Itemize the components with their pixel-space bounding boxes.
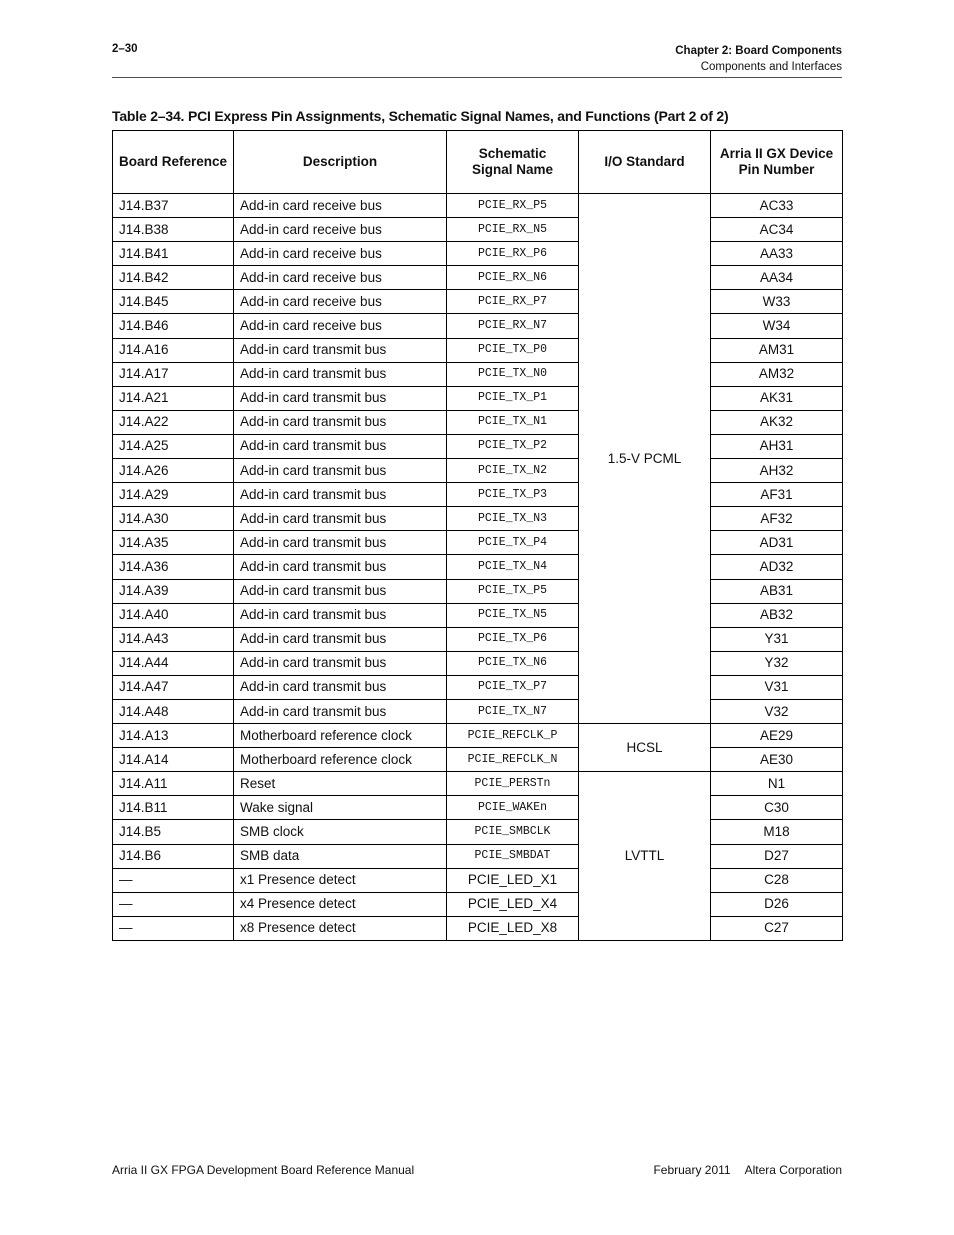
- pin-number-cell: AH31: [711, 434, 843, 458]
- table-row: [113, 579, 843, 603]
- signal-name-cell: PCIE_TX_P1: [447, 386, 579, 410]
- table-row: [113, 194, 843, 218]
- signal-name-cell: PCIE_TX_N7: [447, 699, 579, 723]
- board-reference-cell: J14.A40: [113, 603, 234, 627]
- board-reference-cell: J14.A14: [113, 748, 234, 772]
- board-reference-cell: J14.B46: [113, 314, 234, 338]
- signal-name-cell: PCIE_TX_N2: [447, 459, 579, 483]
- pin-number-cell: AD31: [711, 531, 843, 555]
- pin-number-cell: AD32: [711, 555, 843, 579]
- signal-name-cell: PCIE_TX_P3: [447, 483, 579, 507]
- table-row: [113, 868, 843, 892]
- description-cell: x8 Presence detect: [234, 916, 447, 940]
- description-cell: Add-in card receive bus: [234, 266, 447, 290]
- signal-name-cell: PCIE_TX_N4: [447, 555, 579, 579]
- pin-number-cell: D27: [711, 844, 843, 868]
- column-header: I/O Standard: [579, 131, 711, 194]
- board-reference-cell: J14.B42: [113, 266, 234, 290]
- pin-number-cell: AB32: [711, 603, 843, 627]
- signal-name-cell: PCIE_WAKEn: [447, 796, 579, 820]
- table-row: [113, 314, 843, 338]
- io-standard-cell: HCSL: [579, 724, 711, 772]
- signal-name-cell: PCIE_TX_N1: [447, 410, 579, 434]
- description-cell: Add-in card receive bus: [234, 290, 447, 314]
- pin-number-cell: AA33: [711, 242, 843, 266]
- pin-assignment-table: [112, 130, 843, 941]
- signal-name-cell: PCIE_LED_X4: [447, 892, 579, 916]
- pin-number-cell: AA34: [711, 266, 843, 290]
- table-row: [113, 748, 843, 772]
- signal-name-cell: PCIE_TX_P5: [447, 579, 579, 603]
- signal-name-cell: PCIE_LED_X8: [447, 916, 579, 940]
- table-row: [113, 724, 843, 748]
- board-reference-cell: J14.A43: [113, 627, 234, 651]
- signal-name-cell: PCIE_PERSTn: [447, 772, 579, 796]
- column-header: Description: [234, 131, 447, 194]
- pin-number-cell: AF31: [711, 483, 843, 507]
- section-title: Components and Interfaces: [700, 61, 842, 73]
- signal-name-cell: PCIE_RX_P7: [447, 290, 579, 314]
- column-header: Board Reference: [113, 131, 234, 194]
- table-row: [113, 699, 843, 723]
- pin-number-cell: C28: [711, 868, 843, 892]
- description-cell: SMB data: [234, 844, 447, 868]
- board-reference-cell: J14.A11: [113, 772, 234, 796]
- column-header: Arria II GX Device Pin Number: [711, 131, 843, 194]
- table-row: [113, 242, 843, 266]
- description-cell: Add-in card transmit bus: [234, 699, 447, 723]
- table-row: [113, 459, 843, 483]
- board-reference-cell: J14.B38: [113, 218, 234, 242]
- signal-name-cell: PCIE_TX_P2: [447, 434, 579, 458]
- signal-name-cell: PCIE_TX_P7: [447, 675, 579, 699]
- table-row: [113, 410, 843, 434]
- io-standard-cell: LVTTL: [579, 772, 711, 941]
- board-reference-cell: J14.A26: [113, 459, 234, 483]
- signal-name-cell: PCIE_TX_P6: [447, 627, 579, 651]
- table-row: [113, 483, 843, 507]
- signal-name-cell: PCIE_TX_P4: [447, 531, 579, 555]
- running-header: [675, 43, 842, 75]
- pin-number-cell: Y31: [711, 627, 843, 651]
- board-reference-cell: J14.A35: [113, 531, 234, 555]
- table-row: [113, 507, 843, 531]
- pin-number-cell: AF32: [711, 507, 843, 531]
- description-cell: x1 Presence detect: [234, 868, 447, 892]
- signal-name-cell: PCIE_TX_N5: [447, 603, 579, 627]
- signal-name-cell: PCIE_RX_N6: [447, 266, 579, 290]
- pin-number-cell: V32: [711, 699, 843, 723]
- pin-number-cell: W34: [711, 314, 843, 338]
- pin-number-cell: AC34: [711, 218, 843, 242]
- signal-name-cell: PCIE_REFCLK_N: [447, 748, 579, 772]
- description-cell: Add-in card receive bus: [234, 314, 447, 338]
- board-reference-cell: J14.A13: [113, 724, 234, 748]
- table-row: [113, 820, 843, 844]
- pin-number-cell: M18: [711, 820, 843, 844]
- table-row: [113, 844, 843, 868]
- board-reference-cell: J14.A48: [113, 699, 234, 723]
- pin-number-cell: AB31: [711, 579, 843, 603]
- signal-name-cell: PCIE_LED_X1: [447, 868, 579, 892]
- board-reference-cell: —: [113, 892, 234, 916]
- board-reference-cell: J14.A22: [113, 410, 234, 434]
- description-cell: Add-in card transmit bus: [234, 579, 447, 603]
- board-reference-cell: J14.A30: [113, 507, 234, 531]
- table-row: [113, 651, 843, 675]
- board-reference-cell: J14.A16: [113, 338, 234, 362]
- pin-number-cell: AE29: [711, 724, 843, 748]
- signal-name-cell: PCIE_SMBDAT: [447, 844, 579, 868]
- pin-number-cell: V31: [711, 675, 843, 699]
- description-cell: Add-in card transmit bus: [234, 459, 447, 483]
- table-row: [113, 603, 843, 627]
- table-row: [113, 555, 843, 579]
- board-reference-cell: J14.B6: [113, 844, 234, 868]
- pin-number-cell: D26: [711, 892, 843, 916]
- board-reference-cell: J14.A47: [113, 675, 234, 699]
- pin-number-cell: AM32: [711, 362, 843, 386]
- description-cell: Add-in card transmit bus: [234, 603, 447, 627]
- description-cell: Add-in card transmit bus: [234, 483, 447, 507]
- description-cell: Add-in card receive bus: [234, 218, 447, 242]
- signal-name-cell: PCIE_SMBCLK: [447, 820, 579, 844]
- description-cell: Motherboard reference clock: [234, 724, 447, 748]
- board-reference-cell: J14.A17: [113, 362, 234, 386]
- signal-name-cell: PCIE_TX_N0: [447, 362, 579, 386]
- footer-manual-title: Arria II GX FPGA Development Board Reference Manual: [112, 1163, 415, 1177]
- description-cell: Add-in card transmit bus: [234, 555, 447, 579]
- description-cell: Add-in card transmit bus: [234, 627, 447, 651]
- board-reference-cell: J14.B5: [113, 820, 234, 844]
- table-row: [113, 627, 843, 651]
- description-cell: Motherboard reference clock: [234, 748, 447, 772]
- board-reference-cell: J14.A36: [113, 555, 234, 579]
- pin-number-cell: AH32: [711, 459, 843, 483]
- description-cell: Wake signal: [234, 796, 447, 820]
- pin-number-cell: Y32: [711, 651, 843, 675]
- table-header-row: [113, 131, 843, 194]
- board-reference-cell: J14.A44: [113, 651, 234, 675]
- description-cell: SMB clock: [234, 820, 447, 844]
- board-reference-cell: —: [113, 916, 234, 940]
- pin-number-cell: W33: [711, 290, 843, 314]
- pin-number-cell: C30: [711, 796, 843, 820]
- signal-name-cell: PCIE_TX_N6: [447, 651, 579, 675]
- table-row: [113, 434, 843, 458]
- board-reference-cell: J14.A25: [113, 434, 234, 458]
- description-cell: Add-in card transmit bus: [234, 410, 447, 434]
- table-row: [113, 772, 843, 796]
- description-cell: Reset: [234, 772, 447, 796]
- signal-name-cell: PCIE_REFCLK_P: [447, 724, 579, 748]
- pin-number-cell: N1: [711, 772, 843, 796]
- signal-name-cell: PCIE_RX_P5: [447, 194, 579, 218]
- table-row: [113, 338, 843, 362]
- footer-info: [653, 1163, 842, 1177]
- table-row: [113, 266, 843, 290]
- io-standard-cell: 1.5-V PCML: [579, 194, 711, 724]
- header-rule: [112, 77, 842, 78]
- table-row: [113, 290, 843, 314]
- description-cell: Add-in card receive bus: [234, 194, 447, 218]
- description-cell: Add-in card transmit bus: [234, 531, 447, 555]
- table-row: [113, 531, 843, 555]
- signal-name-cell: PCIE_RX_N5: [447, 218, 579, 242]
- pin-number-cell: AK31: [711, 386, 843, 410]
- pin-number-cell: AK32: [711, 410, 843, 434]
- description-cell: Add-in card transmit bus: [234, 434, 447, 458]
- footer-date: February 2011: [653, 1163, 731, 1177]
- signal-name-cell: PCIE_RX_N7: [447, 314, 579, 338]
- table-row: [113, 675, 843, 699]
- board-reference-cell: J14.A21: [113, 386, 234, 410]
- table-row: [113, 218, 843, 242]
- pin-number-cell: C27: [711, 916, 843, 940]
- table-body: [113, 194, 843, 941]
- signal-name-cell: PCIE_RX_P6: [447, 242, 579, 266]
- board-reference-cell: J14.B41: [113, 242, 234, 266]
- description-cell: Add-in card transmit bus: [234, 507, 447, 531]
- column-header: Schematic Signal Name: [447, 131, 579, 194]
- pin-number-cell: AC33: [711, 194, 843, 218]
- board-reference-cell: —: [113, 868, 234, 892]
- pin-number-cell: AE30: [711, 748, 843, 772]
- description-cell: Add-in card receive bus: [234, 242, 447, 266]
- table-row: [113, 796, 843, 820]
- board-reference-cell: J14.A29: [113, 483, 234, 507]
- description-cell: Add-in card transmit bus: [234, 386, 447, 410]
- page-number: 2–30: [112, 43, 138, 55]
- table-caption: Table 2–34. PCI Express Pin Assignments, Schematic Signal Names, and Functions (Part 2 of 2): [112, 108, 729, 124]
- chapter-title: Chapter 2: Board Components: [675, 45, 842, 57]
- description-cell: Add-in card transmit bus: [234, 362, 447, 386]
- footer-company: Altera Corporation: [744, 1163, 842, 1177]
- description-cell: x4 Presence detect: [234, 892, 447, 916]
- description-cell: Add-in card transmit bus: [234, 338, 447, 362]
- signal-name-cell: PCIE_TX_N3: [447, 507, 579, 531]
- table-row: [113, 916, 843, 940]
- board-reference-cell: J14.B11: [113, 796, 234, 820]
- board-reference-cell: J14.A39: [113, 579, 234, 603]
- description-cell: Add-in card transmit bus: [234, 651, 447, 675]
- pin-number-cell: AM31: [711, 338, 843, 362]
- table-row: [113, 386, 843, 410]
- board-reference-cell: J14.B37: [113, 194, 234, 218]
- table-row: [113, 362, 843, 386]
- board-reference-cell: J14.B45: [113, 290, 234, 314]
- signal-name-cell: PCIE_TX_P0: [447, 338, 579, 362]
- description-cell: Add-in card transmit bus: [234, 675, 447, 699]
- table-row: [113, 892, 843, 916]
